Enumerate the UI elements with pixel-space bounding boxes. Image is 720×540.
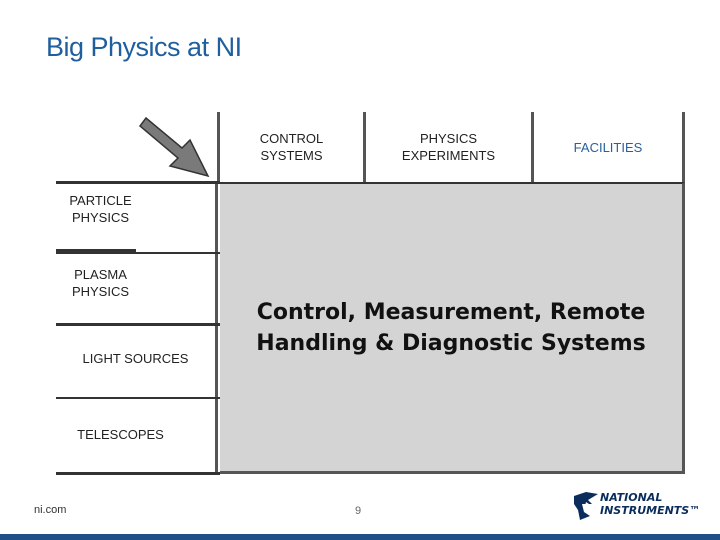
column-header-control-systems: CONTROL SYSTEMS: [220, 112, 366, 182]
footer-site: ni.com: [34, 504, 67, 516]
row-separator: [56, 397, 220, 399]
eagle-logo-icon: [572, 490, 600, 524]
row-separator: [56, 472, 220, 475]
row-separator: [56, 323, 220, 326]
row-header-telescopes: TELESCOPES: [56, 398, 218, 474]
logo-text: NATIONAL INSTRUMENTS™: [600, 491, 701, 517]
content-box: [220, 182, 685, 474]
ni-logo: [572, 490, 701, 524]
row-header-plasma-physics: PLASMA PHYSICS: [56, 252, 218, 324]
diagonal-arrow-icon: [130, 112, 222, 184]
column-header-physics-experiments: PHYSICS EXPERIMENTS: [366, 112, 534, 182]
column-header-facilities: FACILITIES: [534, 112, 685, 182]
row-separator: [56, 252, 220, 254]
row-header-light-sources: LIGHT SOURCES: [56, 324, 218, 398]
page-number: 9: [355, 505, 362, 517]
row-separator: [56, 181, 220, 184]
slide-title: Big Physics at NI: [46, 32, 242, 62]
row-header-particle-physics: PARTICLE PHYSICS: [56, 182, 218, 252]
center-text: Control, Measurement, Remote Handling & Diagnostic Systems: [256, 299, 646, 356]
bottom-bar: [0, 534, 720, 540]
